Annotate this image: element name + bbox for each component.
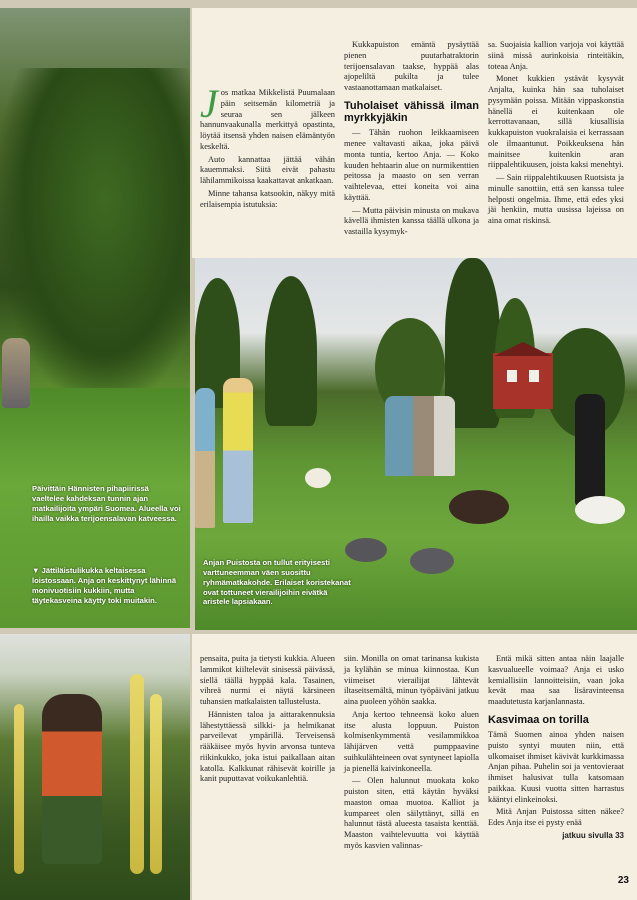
foxtail-lily xyxy=(150,694,162,874)
bottom-col3-paragraph-3: Mitä Anjan Puistossa sitten näkee? Edes Anja itse ei pysty enää xyxy=(488,807,624,828)
bottom-column-1 xyxy=(200,654,335,787)
col2-paragraph-1: Kukkapuiston emäntä pysäyttää pienen puutarhatraktorin terijoensalavan taakse, hyppää alas ajopeliltä pukilta ja tulee vastaanottamaan matkalaiset. xyxy=(344,40,479,92)
intro-paragraph-2: Auto kannattaa jättää vähän kauemmaksi. Siitä eivät pahastu lähilammikoissa kaakattavat ankatkaan. xyxy=(200,154,335,185)
turkey xyxy=(449,490,509,524)
page-number: 23 xyxy=(617,875,629,886)
main-photo-caption: Anjan Puistosta on tullut erityisesti varttuneemman väen suosittu ryhmämatkakohde. Erilaiset koristekanat ovat tottuneet vierailijoihin eivätkä aristele lapsiakaan. xyxy=(203,558,351,607)
house-window xyxy=(507,370,517,382)
article-column-3 xyxy=(488,40,624,229)
visitor-black-dress xyxy=(575,394,605,506)
guinea-fowl xyxy=(410,548,454,574)
house-window xyxy=(529,370,539,382)
red-house xyxy=(493,353,553,409)
bottom-column-2 xyxy=(344,654,479,854)
foxtail-lily xyxy=(130,674,144,874)
subheading-pests: Tuholaiset vähissä ilman myrkkyjäkin xyxy=(344,99,479,125)
bottom-col1-paragraph-2: Hännisten taloa ja aittarakennuksia lähestyttäessä silkki- ja helmikanat parveilevat ympärillä. Terveisensä rääkäisee myös hyvin arvonsa tunteva riikinkukko, joka istui paikallaan aitan katolla. Kalkkunat rähisevät koirille ja kanit puputtavat voikukanlehtiä. xyxy=(200,709,335,784)
intro-column xyxy=(200,81,335,212)
intro-paragraph-3: Minne tahansa katsookin, näkyy mitä erilaisempia istutuksia: xyxy=(200,188,335,209)
woman-red-shirt xyxy=(42,694,102,864)
continues-line xyxy=(488,831,624,842)
subheading-vegetable-garden: Kasvimaa on torilla xyxy=(488,713,589,726)
bottom-col3-paragraph-1: Entä mikä sitten antaa näin laajalle kasvualueelle voimaa? Anja ei usko kemiallisiin lannoitteisiin, vaan joka kevät maa saa lisäravinteensa maadutetusta karjanlannasta. xyxy=(488,654,624,706)
left-caption-2: ▼ Jättiläistulikukka keltaisessa loistossaan. Anja on keskittynyt lähinnä monivuotisiin kukkiin, mutta täytekasveina käytty toki muitakin. xyxy=(32,566,177,605)
left-caption-1: Päivittäin Hännisten pihapiirissä vaeltelee kahdeksan tunnin ajan matkailijoita ympäri Suomea. Alueella voi ihailla vaikka terijoensalavan katveessa. xyxy=(32,484,181,523)
col2-paragraph-2: — Tähän ruohon leikkaamiseen menee valtavasti aikaa, joka päivä monta tuntia, kertoo Anja. — Koko kuuden hehtaarin alue on nurmikenttien peitossa ja maasto on sen verran vaihtelevaa, ettei koneita voi aina käyttää. xyxy=(344,128,479,202)
col3-paragraph-1: sa. Suojaisia kallion varjoja voi käyttää siinä missä aurinkoisia rinteitäkin, toteaa Anja. xyxy=(488,40,624,71)
intro-paragraph-1: os matkaa Mikkelistä Puumalaan päin seitsemän kilometriä ja seuraa sen jälkeen hannunvaakunalla merkittyä opastinta, löytää itsensä yhden naisen elämäntyön keskeltä. xyxy=(200,88,335,151)
bottom-column-3 xyxy=(488,654,624,842)
bottom-left-photo xyxy=(0,634,190,900)
col3-paragraph-3: — Sain riippalehtikuusen Ruotsista ja minulle sanottiin, että sen kanssa tulee helposti ongelmia. Ihme, että edes yksi jäi henkiin, mutta uusissa lajeissa on aina omat riskinsä. xyxy=(488,173,624,225)
chicken-white-small xyxy=(305,468,331,488)
main-garden-photo xyxy=(195,258,637,630)
left-garden-photo xyxy=(0,8,190,628)
visitor-yellow xyxy=(223,378,253,523)
tree-cypress xyxy=(265,276,317,426)
col3-paragraph-2: Monet kukkien ystävät kysyvät Anjalta, kuinka hän saa tuholaiset pysymään poissa. Mitään vippaskonstia hänellä ei kuitenkaan ole kerrottavanaan, sillä kiusallisia kukkapuiston vuokralaisia ei kerrassaan ole ilmaantunut. Poikkeuksena hän mainitsee kuitenkin aran riippalehtikuusen, joista kaksi menehtyi. xyxy=(488,74,624,170)
foxtail-lily xyxy=(14,704,24,874)
continues-link[interactable]: jatkuu sivulla 33 xyxy=(562,830,624,840)
chicken-white xyxy=(575,496,625,524)
visitor-group xyxy=(385,396,455,476)
drop-cap: J xyxy=(200,81,218,126)
guinea-fowl xyxy=(345,538,387,562)
article-column-2 xyxy=(344,40,479,240)
bottom-col2-paragraph-2: Anja kertoo tehneensä koko aluen itse alusta loppuun. Puiston kolmisenkymmentä vesilammikkoa lähijärven vettä pumppaavine suihkulähteineen ovat syntyneet lapiolla ja pienellä kaivinkoneella. xyxy=(344,709,479,773)
visitor-figure xyxy=(2,338,30,408)
bottom-col2-paragraph-1: siin. Monilla on omat tarinansa kukista ja kylähän se minua kiinnostaa. Kun viimeiset vierailijat lähtevät iltaseitsemältä, minun työpäiväni jatkuu aina puoleen yöhön saakka. xyxy=(344,654,479,706)
bottom-col1-paragraph-1: pensaita, puita ja tietysti kukkia. Alueen lammikot kiiltelevät sinisessä päivässä, siellä täällä hyppää kala. Tasainen, vihreä nurmi ei näytä kärsineen tuhansien matkalaisten tallustelusta. xyxy=(200,654,335,706)
bottom-col3-paragraph-2: Tämä Suomen ainoa yhden naisen puisto syntyi muuten niin, että ulkomaiset ihmiset kävivät kurkkimassa Anjan pihaa. Puhelin soi ja ventovieraat ihmiset halusivat tulla katsomaan paikkaa. Kuusi vuotta sitten harrastus kääntyi elinkeinoksi. xyxy=(488,730,624,804)
bottom-col2-paragraph-3: — Olen halunnut muokata koko puiston siten, että käytän hyväksi maaston omaa muotoa. Kalliot ja kumpareet olen säilyttänyt, sillä en halunnut tästä alueesta tasaista kenttää. Maaston vaihtelevuutta voi käyttää myös kasvien valinnas- xyxy=(344,776,479,850)
visitor-blue xyxy=(195,388,215,528)
col2-paragraph-3: — Mutta päivisin minusta on mukava kävellä ihmisten kanssa täällä ulkona ja vastailla kysymyk- xyxy=(344,205,479,237)
